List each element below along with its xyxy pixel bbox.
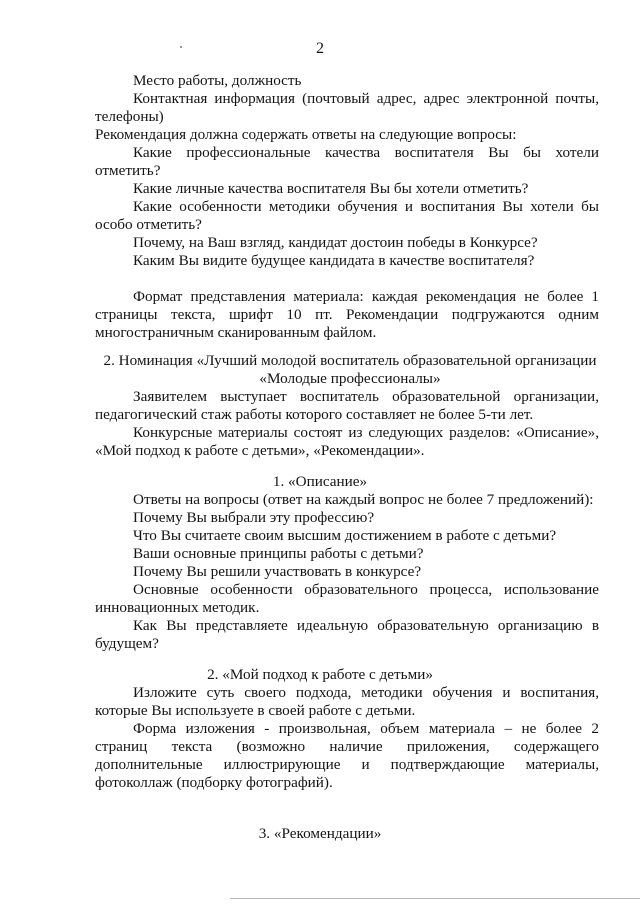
- question-professional-qualities-cont: отметить?: [95, 162, 161, 179]
- section-heading-recommendations: 3. «Рекомендации»: [258, 825, 382, 842]
- text-line-work-position: Место работы, должность: [133, 72, 302, 89]
- text-line-form: Форма изложения - произвольная, объем материала – не более 2: [133, 720, 599, 737]
- text-line-answers: Ответы на вопросы (ответ на каждый вопрос не более 7 предложений):: [133, 491, 594, 508]
- question-ideal-organization-cont: будущем?: [95, 635, 159, 652]
- text-line-applicant: Заявителем выступает воспитатель образовательной организации,: [133, 388, 599, 405]
- nomination-subheading: «Молодые профессионалы»: [259, 370, 441, 387]
- question-methodology: Какие особенности методики обучения и воспитания Вы хотели бы: [133, 198, 599, 215]
- text-line-format-end: многостраничным сканированным файлом.: [95, 324, 377, 341]
- text-line-form-cont: страниц текста (возможно наличие приложения, содержащего: [95, 738, 599, 755]
- question-achievement: Что Вы считаете своим высшим достижением в работе с детьми?: [133, 527, 557, 544]
- text-line-recommendation-requirement: Рекомендация должна содержать ответы на следующие вопросы:: [95, 126, 517, 143]
- text-line-form-cont2: дополнительные иллюстрирующие и подтверждающие материалы,: [95, 756, 599, 773]
- bottom-rule: [230, 898, 640, 899]
- question-why-profession: Почему Вы выбрали эту профессию?: [133, 509, 375, 526]
- text-line-materials: Конкурсные материалы состоят из следующих разделов: «Описание»,: [133, 424, 599, 441]
- question-ideal-organization: Как Вы представляете идеальную образовательную организацию в: [133, 617, 599, 634]
- question-personal-qualities: Какие личные качества воспитателя Вы бы хотели отметить?: [133, 180, 529, 197]
- text-line-approach-cont: которые Вы используете в своей работе с детьми.: [95, 702, 416, 719]
- text-line-approach: Изложите суть своего подхода, методики обучения и воспитания,: [133, 684, 599, 701]
- question-future: Каким Вы видите будущее кандидата в качестве воспитателя?: [133, 252, 535, 269]
- question-process-features-cont: инновационных методик.: [95, 599, 260, 616]
- text-line-phones: телефоны): [95, 108, 164, 125]
- text-line-materials-cont: «Мой подход к работе с детьми», «Рекомендации».: [95, 442, 425, 459]
- section-heading-description: 1. «Описание»: [272, 473, 368, 490]
- question-why-participate: Почему Вы решили участвовать в конкурсе?: [133, 563, 422, 580]
- text-line-format-cont: страницы текста, шрифт 10 пт. Рекомендации подгружаются одним: [95, 306, 599, 323]
- text-line-form-end: фотоколлаж (подборку фотографий).: [95, 774, 333, 791]
- text-line-format: Формат представления материала: каждая рекомендация не более 1: [133, 288, 599, 305]
- nomination-heading: 2. Номинация «Лучший молодой воспитатель образовательной организации: [103, 352, 597, 369]
- section-heading-approach: 2. «Мой подход к работе с детьми»: [207, 666, 433, 683]
- text-line-applicant-cont: педагогический стаж работы которого составляет не более 5-ти лет.: [95, 406, 534, 423]
- question-process-features: Основные особенности образовательного процесса, использование: [133, 581, 599, 598]
- scan-speck: [180, 46, 182, 48]
- question-principles: Ваши основные принципы работы с детьми?: [133, 545, 424, 562]
- text-line-contact-info: Контактная информация (почтовый адрес, адрес электронной почты,: [133, 90, 599, 107]
- question-professional-qualities: Какие профессиональные качества воспитателя Вы бы хотели: [133, 144, 599, 161]
- question-methodology-cont: особо отметить?: [95, 216, 202, 233]
- question-why-deserves: Почему, на Ваш взгляд, кандидат достоин победы в Конкурсе?: [133, 234, 538, 251]
- page-number: 2: [316, 40, 324, 57]
